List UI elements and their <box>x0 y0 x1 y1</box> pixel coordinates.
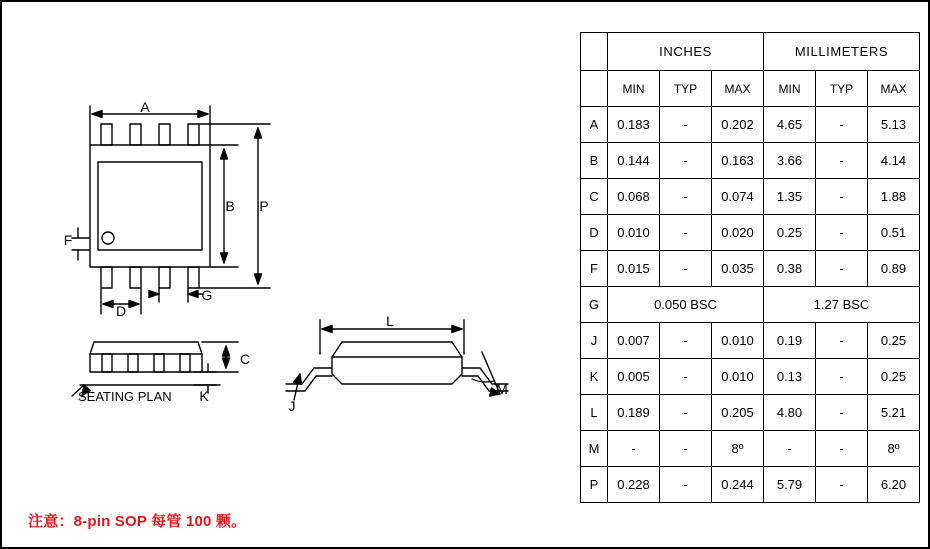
cell-mm-min: 4.65 <box>764 107 816 143</box>
dimension-label-b: B <box>225 198 235 214</box>
cell-in-min: 0.005 <box>608 359 660 395</box>
table-header-subs <box>581 71 920 107</box>
dimension-label-g: G <box>201 287 213 303</box>
cell-mm-max: 0.25 <box>868 359 920 395</box>
table-row <box>581 323 920 359</box>
row-label: M <box>581 431 608 467</box>
cell-in-min: 0.228 <box>608 467 660 503</box>
note-text: 注意：8-pin SOP 每管 100 颗。 <box>28 513 247 530</box>
row-label: P <box>581 467 608 503</box>
subheader-mm-max: MAX <box>868 71 920 107</box>
row-label: K <box>581 359 608 395</box>
cell-in-max: 0.205 <box>712 395 764 431</box>
table-corner-cell <box>581 33 608 71</box>
cell-in-max: 0.202 <box>712 107 764 143</box>
table-row <box>581 251 920 287</box>
row-label: B <box>581 143 608 179</box>
cell-mm-typ: - <box>816 431 868 467</box>
cell-in-typ: - <box>660 467 712 503</box>
subheader-mm-typ: TYP <box>816 71 868 107</box>
table-row <box>581 395 920 431</box>
cell-in-min: - <box>608 431 660 467</box>
cell-in-span: 0.050 BSC <box>608 287 764 323</box>
cell-in-typ: - <box>660 215 712 251</box>
dimension-label-j: J <box>288 398 296 414</box>
cell-mm-max: 5.21 <box>868 395 920 431</box>
cell-mm-max: 0.51 <box>868 215 920 251</box>
cell-in-min: 0.189 <box>608 395 660 431</box>
cell-in-min: 0.183 <box>608 107 660 143</box>
seating-plane-label: SEATING PLAN <box>78 389 172 404</box>
cell-mm-max: 1.88 <box>868 179 920 215</box>
dimension-label-c: C <box>239 351 251 367</box>
table-row <box>581 467 920 503</box>
cell-in-typ: - <box>660 179 712 215</box>
cell-mm-typ: - <box>816 359 868 395</box>
cell-mm-typ: - <box>816 215 868 251</box>
cell-mm-max: 8º <box>868 431 920 467</box>
dimension-label-p: P <box>259 198 269 214</box>
subheader-mm-min: MIN <box>764 71 816 107</box>
cell-mm-typ: - <box>816 323 868 359</box>
cell-in-typ: - <box>660 323 712 359</box>
subheader-in-typ: TYP <box>660 71 712 107</box>
cell-mm-min: 1.35 <box>764 179 816 215</box>
cell-in-max: 0.010 <box>712 359 764 395</box>
cell-in-typ: - <box>660 359 712 395</box>
header-millimeters: MILLIMETERS <box>764 33 920 71</box>
cell-mm-typ: - <box>816 179 868 215</box>
cell-mm-min: 3.66 <box>764 143 816 179</box>
cell-in-max: 0.035 <box>712 251 764 287</box>
cell-mm-span: 1.27 BSC <box>764 287 920 323</box>
cell-mm-min: 5.79 <box>764 467 816 503</box>
cell-mm-typ: - <box>816 251 868 287</box>
cell-in-typ: - <box>660 107 712 143</box>
table-header-units <box>581 33 920 71</box>
row-label: C <box>581 179 608 215</box>
table-row <box>581 107 920 143</box>
table-subheader-blank <box>581 71 608 107</box>
cell-mm-typ: - <box>816 143 868 179</box>
cell-mm-typ: - <box>816 467 868 503</box>
cell-mm-typ: - <box>816 395 868 431</box>
table-row <box>581 215 920 251</box>
cell-in-max: 0.244 <box>712 467 764 503</box>
cell-in-typ: - <box>660 143 712 179</box>
subheader-in-max: MAX <box>712 71 764 107</box>
cell-mm-min: 4.80 <box>764 395 816 431</box>
dimension-label-f: F <box>63 232 73 248</box>
table-row <box>581 143 920 179</box>
subheader-in-min: MIN <box>608 71 660 107</box>
cell-in-min: 0.010 <box>608 215 660 251</box>
cell-in-max: 8º <box>712 431 764 467</box>
cell-mm-max: 0.89 <box>868 251 920 287</box>
dimension-table <box>580 32 920 503</box>
cell-in-min: 0.007 <box>608 323 660 359</box>
row-label: D <box>581 215 608 251</box>
table-row <box>581 431 920 467</box>
table-row <box>581 359 920 395</box>
dimension-label-k: K <box>199 388 209 404</box>
cell-mm-max: 5.13 <box>868 107 920 143</box>
cell-mm-max: 0.25 <box>868 323 920 359</box>
dimension-label-d: D <box>115 303 127 319</box>
cell-in-max: 0.020 <box>712 215 764 251</box>
cell-mm-min: 0.13 <box>764 359 816 395</box>
cell-mm-min: 0.25 <box>764 215 816 251</box>
row-label: J <box>581 323 608 359</box>
cell-in-max: 0.163 <box>712 143 764 179</box>
cell-in-min: 0.144 <box>608 143 660 179</box>
row-label: F <box>581 251 608 287</box>
row-label: G <box>581 287 608 323</box>
dimension-label-l: L <box>386 313 394 329</box>
cell-mm-max: 6.20 <box>868 467 920 503</box>
dimension-label-a: A <box>140 99 150 115</box>
table-row-span <box>581 287 920 323</box>
row-label: L <box>581 395 608 431</box>
cell-in-typ: - <box>660 251 712 287</box>
cell-in-typ: - <box>660 395 712 431</box>
table-row <box>581 179 920 215</box>
cell-in-max: 0.010 <box>712 323 764 359</box>
cell-in-min: 0.015 <box>608 251 660 287</box>
cell-mm-min: 0.38 <box>764 251 816 287</box>
cell-mm-min: 0.19 <box>764 323 816 359</box>
package-mechanical-drawing <box>2 2 577 549</box>
cell-mm-min: - <box>764 431 816 467</box>
dimension-label-m: M <box>496 381 508 397</box>
row-label: A <box>581 107 608 143</box>
cell-in-min: 0.068 <box>608 179 660 215</box>
cell-in-typ: - <box>660 431 712 467</box>
cell-mm-typ: - <box>816 107 868 143</box>
cell-in-max: 0.074 <box>712 179 764 215</box>
cell-mm-max: 4.14 <box>868 143 920 179</box>
header-inches: INCHES <box>608 33 764 71</box>
